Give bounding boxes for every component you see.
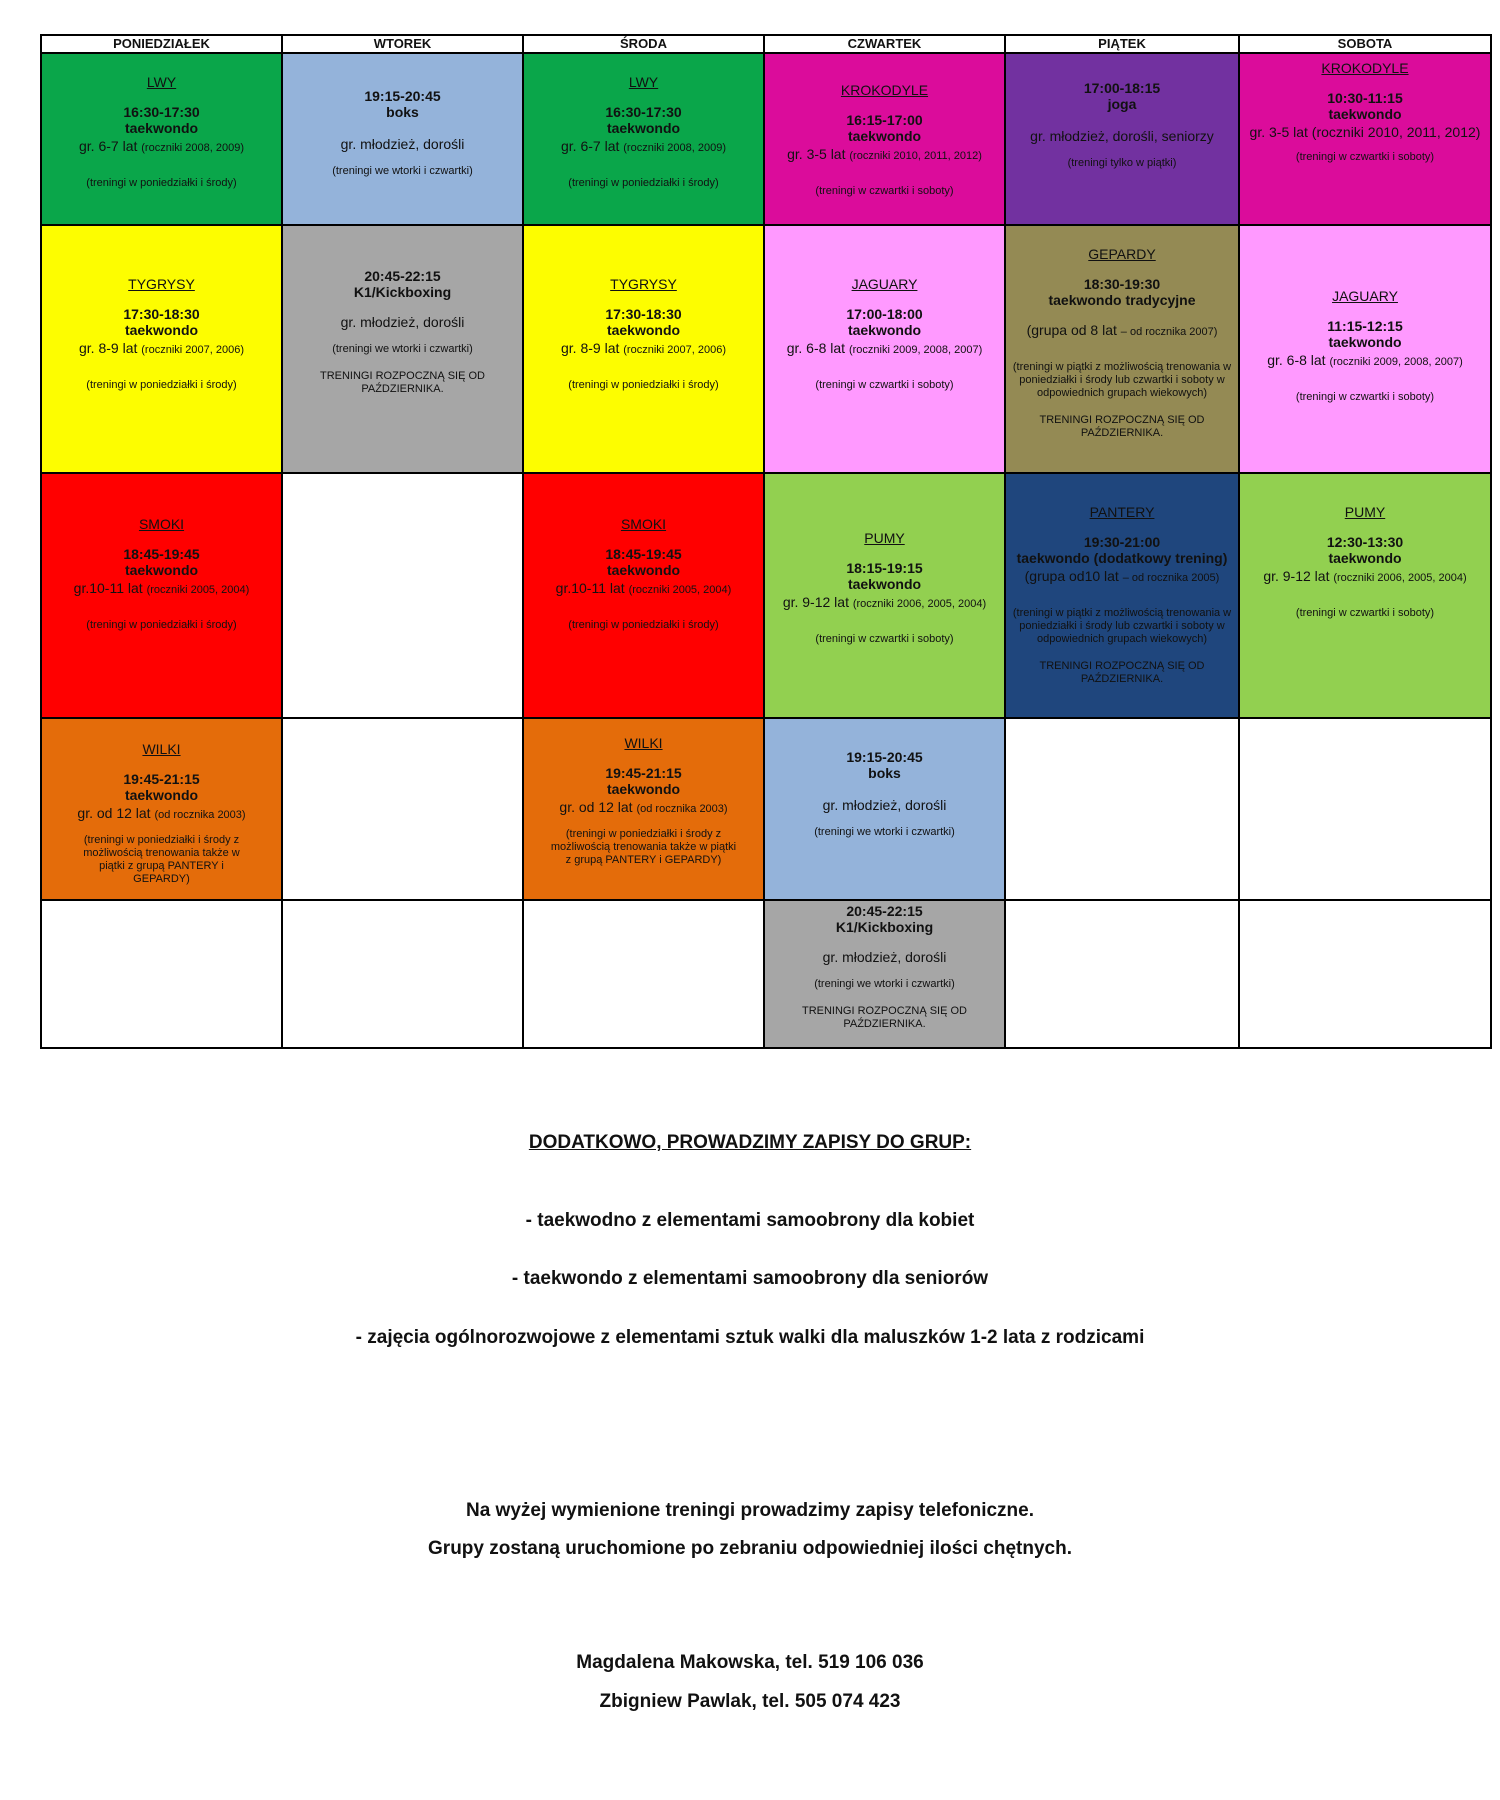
- class-activity: taekwondo: [606, 780, 681, 797]
- empty-cell: [1239, 718, 1491, 900]
- extra-group-seniors: - taekwondo z elementami samoobrony dla seniorów: [511, 1268, 989, 1289]
- group-years: (roczniki 2010, 2011, 2012): [849, 150, 982, 162]
- class-group: [771, 146, 998, 165]
- empty-cell: [523, 900, 764, 1048]
- group-name: JAGUARY: [851, 276, 918, 293]
- class-time: 19:15-20:45: [364, 88, 441, 104]
- group-years: (roczniki 2008, 2009): [623, 142, 726, 154]
- group-years: (roczniki 2006, 2005, 2004): [852, 598, 987, 611]
- day-header-wednesday: ŚRODA: [523, 35, 764, 53]
- class-time: 17:00-18:00: [846, 306, 923, 323]
- class-note: (treningi w czwartki i soboty): [1295, 151, 1435, 163]
- class-group: [530, 580, 757, 599]
- class-activity: boks: [386, 104, 419, 120]
- class-note: (treningi w poniedziałki i środy z możliwością trenowania także w piątki z grupą PANTERY i GEPARDY): [550, 827, 737, 866]
- class-cell-wed-wilki: [523, 718, 764, 900]
- group-name: SMOKI: [620, 516, 667, 533]
- class-note: (treningi w czwartki i soboty): [1295, 607, 1435, 620]
- group-age: gr. 6-8 lat: [1267, 352, 1326, 369]
- class-cell-wed-smoki: [523, 473, 764, 717]
- schedule-table: [40, 34, 1492, 1049]
- group-name: PUMY: [864, 530, 905, 547]
- class-note: (treningi w piątki z możliwością trenowania w poniedziałki i środy lub czwartki i soboty w odpowiednich grupach wiekowych): [1012, 607, 1232, 646]
- class-note: (treningi w poniedziałki i środy): [568, 619, 719, 632]
- class-note: (treningi we wtorki i czwartki): [332, 165, 473, 177]
- class-time: 19:45-21:15: [605, 764, 682, 781]
- extra-group-toddlers: - zajęcia ogólnorozwojowe z elementami sztuk walki dla maluszków 1-2 lata z rodzicami: [355, 1327, 1145, 1348]
- class-activity: taekwondo tradycyjne: [1048, 292, 1196, 309]
- group-name: WILKI: [624, 734, 663, 751]
- group-name: LWY: [628, 74, 659, 90]
- start-notice: TRENINGI ROZPOCZNĄ SIĘ OD PAŹDZIERNIKA.: [801, 1004, 967, 1030]
- class-activity: taekwondo: [1328, 106, 1402, 122]
- group-years: (roczniki 2009, 2008, 2007): [848, 344, 983, 357]
- class-note: (treningi w poniedziałki i środy): [568, 177, 719, 189]
- class-activity: K1/Kickboxing: [835, 918, 934, 935]
- class-note: (treningi we wtorki i czwartki): [814, 977, 955, 990]
- class-activity: taekwondo: [124, 322, 199, 339]
- class-note: (treningi w czwartki i soboty): [815, 185, 954, 197]
- additional-groups-heading: DODATKOWO, PROWADZIMY ZAPISY DO GRUP:: [528, 1132, 972, 1153]
- class-activity: taekwondo: [124, 786, 199, 803]
- launch-info: Grupy zostaną uruchomione po zebraniu odpowiedniej ilości chętnych.: [428, 1538, 1072, 1559]
- class-group: [530, 138, 757, 157]
- group-age: gr. 6-8 lat: [786, 340, 846, 357]
- class-time: 11:15-12:15: [1327, 318, 1403, 335]
- group-name: JAGUARY: [1332, 288, 1398, 305]
- class-group: [771, 594, 998, 613]
- group-age: gr. 8-9 lat: [79, 340, 138, 357]
- class-time: 16:30-17:30: [123, 104, 200, 120]
- group-age: gr. 6-7 lat: [561, 138, 620, 154]
- class-group: [48, 805, 275, 824]
- group-name: KROKODYLE: [840, 82, 929, 98]
- class-time: 18:30-19:30: [1083, 276, 1161, 293]
- group-name: SMOKI: [138, 516, 185, 533]
- group-name: TYGRYSY: [128, 276, 195, 293]
- group-age: gr.10-11 lat: [73, 580, 143, 597]
- class-time: 18:15-19:15: [846, 560, 923, 577]
- group-age: gr. 9-12 lat: [782, 594, 849, 611]
- class-activity: taekwondo: [124, 120, 199, 136]
- class-group: [48, 580, 275, 599]
- group-age: gr. 3-5 lat: [787, 146, 846, 162]
- class-note: (treningi w poniedziałki i środy): [86, 619, 237, 632]
- class-activity: taekwondo: [847, 576, 922, 593]
- group-name: GEPARDY: [1088, 246, 1156, 263]
- class-note: (treningi we wtorki i czwartki): [332, 343, 473, 356]
- class-activity: taekwondo: [1328, 550, 1402, 567]
- group-age: (grupa od10 lat: [1024, 568, 1119, 585]
- schedule-row-5: [41, 900, 1491, 1048]
- class-group: gr. młodzież, dorośli: [340, 314, 465, 331]
- class-cell-sat-krokodyle: [1239, 53, 1491, 225]
- class-group: [530, 340, 757, 359]
- class-note: (treningi w poniedziałki i środy): [86, 177, 237, 189]
- class-activity: boks: [868, 764, 901, 781]
- class-time: 16:30-17:30: [605, 104, 682, 120]
- class-time: 20:45-22:15: [364, 268, 441, 285]
- start-notice: TRENINGI ROZPOCZNĄ SIĘ OD PAŹDZIERNIKA.: [1039, 414, 1205, 440]
- group-name: PUMY: [1344, 504, 1386, 521]
- group-years: (od rocznika 2003): [154, 808, 246, 821]
- class-time: 16:15-17:00: [846, 112, 923, 128]
- class-note: (treningi w poniedziałki i środy): [86, 379, 237, 392]
- class-group: gr. 3-5 lat (roczniki 2010, 2011, 2012): [1249, 124, 1481, 140]
- group-name: KROKODYLE: [1321, 60, 1409, 76]
- group-years: (roczniki 2005, 2004): [628, 584, 732, 597]
- class-note: (treningi w czwartki i soboty): [1295, 391, 1435, 404]
- group-age: gr. od 12 lat: [77, 804, 151, 821]
- class-activity: taekwondo: [606, 562, 681, 579]
- group-years: (roczniki 2007, 2006): [623, 344, 726, 357]
- class-group: [1246, 352, 1484, 371]
- day-header-thursday: CZWARTEK: [764, 35, 1005, 53]
- class-group: gr. młodzież, dorośli: [822, 796, 947, 813]
- group-years: (roczniki 2008, 2009): [141, 142, 244, 154]
- schedule-row-4: [41, 718, 1491, 900]
- group-age: gr. 8-9 lat: [561, 340, 620, 357]
- class-note: (treningi w piątki z możliwością trenowania w poniedziałki i środy lub czwartki i soboty w odpowiednich grupach wiekowych): [1012, 361, 1232, 400]
- class-note: (treningi tylko w piątki): [1067, 157, 1177, 169]
- class-note: (treningi w poniedziałki i środy z możliwością trenowania także w piątki z grupą PANTERY i GEPARDY): [83, 833, 240, 885]
- class-cell-mon-wilki: [41, 718, 282, 900]
- class-cell-thu-jaguary: [764, 225, 1005, 473]
- contact-makowska: Magdalena Makowska, tel. 519 106 036: [576, 1652, 924, 1673]
- group-years: (roczniki 2005, 2004): [146, 584, 250, 597]
- class-note: (treningi w czwartki i soboty): [815, 633, 954, 646]
- class-activity: taekwondo: [1328, 334, 1402, 351]
- day-header-saturday: SOBOTA: [1239, 35, 1491, 53]
- empty-cell: [282, 473, 523, 717]
- group-age: gr. 6-7 lat: [79, 138, 138, 154]
- group-age: gr. 9-12 lat: [1263, 568, 1330, 585]
- group-age: gr.10-11 lat: [555, 580, 625, 597]
- day-header-friday: PIĄTEK: [1005, 35, 1239, 53]
- day-header-row: [41, 35, 1491, 53]
- empty-cell: [1005, 718, 1239, 900]
- class-time: 12:30-13:30: [1326, 534, 1404, 551]
- class-activity: K1/Kickboxing: [353, 284, 452, 301]
- class-cell-wed-tygrysy: [523, 225, 764, 473]
- class-note: (treningi w poniedziałki i środy): [568, 379, 719, 392]
- class-group: [1246, 568, 1484, 587]
- schedule-row-2: [41, 225, 1491, 473]
- empty-cell: [282, 718, 523, 900]
- empty-cell: [282, 900, 523, 1048]
- group-age: gr. od 12 lat: [559, 798, 633, 815]
- group-name: PANTERY: [1089, 504, 1155, 521]
- class-cell-wed-lwy: [523, 53, 764, 225]
- start-notice: TRENINGI ROZPOCZNĄ SIĘ OD PAŹDZIERNIKA.: [1039, 660, 1205, 686]
- class-time: 18:45-19:45: [605, 546, 682, 563]
- class-cell-thu-kickboxing: [764, 900, 1005, 1048]
- class-activity: taekwondo: [606, 120, 681, 136]
- class-time: 17:30-18:30: [123, 306, 200, 323]
- class-group: gr. młodzież, dorośli: [822, 948, 947, 965]
- class-cell-sat-jaguary: [1239, 225, 1491, 473]
- group-years: – od rocznika 2005): [1122, 572, 1220, 585]
- group-years: (roczniki 2006, 2005, 2004): [1333, 572, 1467, 585]
- class-group: [48, 138, 275, 157]
- day-header-tuesday: WTOREK: [282, 35, 523, 53]
- class-time: 19:30-21:00: [1083, 534, 1161, 551]
- contact-pawlak: Zbigniew Pawlak, tel. 505 074 423: [599, 1691, 901, 1712]
- schedule-row-3: [41, 473, 1491, 717]
- class-cell-fri-gepardy: [1005, 225, 1239, 473]
- class-cell-sat-pumy: [1239, 473, 1491, 717]
- class-time: 10:30-11:15: [1327, 90, 1403, 106]
- class-group: [1012, 568, 1232, 587]
- class-cell-mon-tygrysy: [41, 225, 282, 473]
- class-time: 18:45-19:45: [123, 546, 200, 563]
- class-activity: taekwondo: [124, 562, 199, 579]
- class-group: [771, 340, 998, 359]
- day-header-monday: PONIEDZIAŁEK: [41, 35, 282, 53]
- class-time: 19:45-21:15: [123, 770, 200, 787]
- class-time: 17:30-18:30: [605, 306, 682, 323]
- class-cell-thu-krokodyle: [764, 53, 1005, 225]
- empty-cell: [1239, 900, 1491, 1048]
- class-note: (treningi w czwartki i soboty): [815, 379, 954, 392]
- class-group: gr. młodzież, dorośli, seniorzy: [1030, 128, 1214, 144]
- class-cell-fri-joga: [1005, 53, 1239, 225]
- group-years: (roczniki 2009, 2008, 2007): [1329, 356, 1463, 369]
- group-name: WILKI: [142, 740, 181, 757]
- start-notice: TRENINGI ROZPOCZNĄ SIĘ OD PAŹDZIERNIKA.: [319, 370, 485, 396]
- extra-group-women: - taekwodno z elementami samoobrony dla kobiet: [525, 1210, 975, 1231]
- class-cell-mon-smoki: [41, 473, 282, 717]
- group-age: (grupa od 8 lat: [1026, 322, 1117, 339]
- class-activity: taekwondo: [606, 322, 681, 339]
- group-name: LWY: [146, 74, 177, 90]
- group-years: (od rocznika 2003): [636, 802, 728, 815]
- class-cell-tue-kickboxing: [282, 225, 523, 473]
- group-years: (roczniki 2007, 2006): [141, 344, 244, 357]
- class-cell-tue-boks: [282, 53, 523, 225]
- class-group: [48, 340, 275, 359]
- class-group: gr. młodzież, dorośli: [340, 136, 465, 152]
- class-activity: taekwondo (dodatkowy trening): [1016, 550, 1228, 567]
- class-time: 17:00-18:15: [1083, 80, 1161, 96]
- class-cell-mon-lwy: [41, 53, 282, 225]
- empty-cell: [41, 900, 282, 1048]
- class-cell-fri-pantery: [1005, 473, 1239, 717]
- class-activity: taekwondo: [847, 322, 922, 339]
- class-group: [530, 799, 757, 818]
- class-note: (treningi we wtorki i czwartki): [814, 825, 955, 838]
- class-group: [1012, 322, 1232, 341]
- signup-info: Na wyżej wymienione treningi prowadzimy zapisy telefoniczne.: [465, 1500, 1035, 1521]
- empty-cell: [1005, 900, 1239, 1048]
- class-time: 20:45-22:15: [846, 902, 923, 919]
- class-activity: taekwondo: [847, 128, 922, 144]
- class-time: 19:15-20:45: [846, 748, 923, 765]
- class-cell-thu-pumy: [764, 473, 1005, 717]
- schedule-row-1: [41, 53, 1491, 225]
- group-years: – od rocznika 2007): [1120, 326, 1218, 339]
- class-cell-thu-boks: [764, 718, 1005, 900]
- class-activity: joga: [1107, 96, 1137, 112]
- group-name: TYGRYSY: [610, 276, 677, 293]
